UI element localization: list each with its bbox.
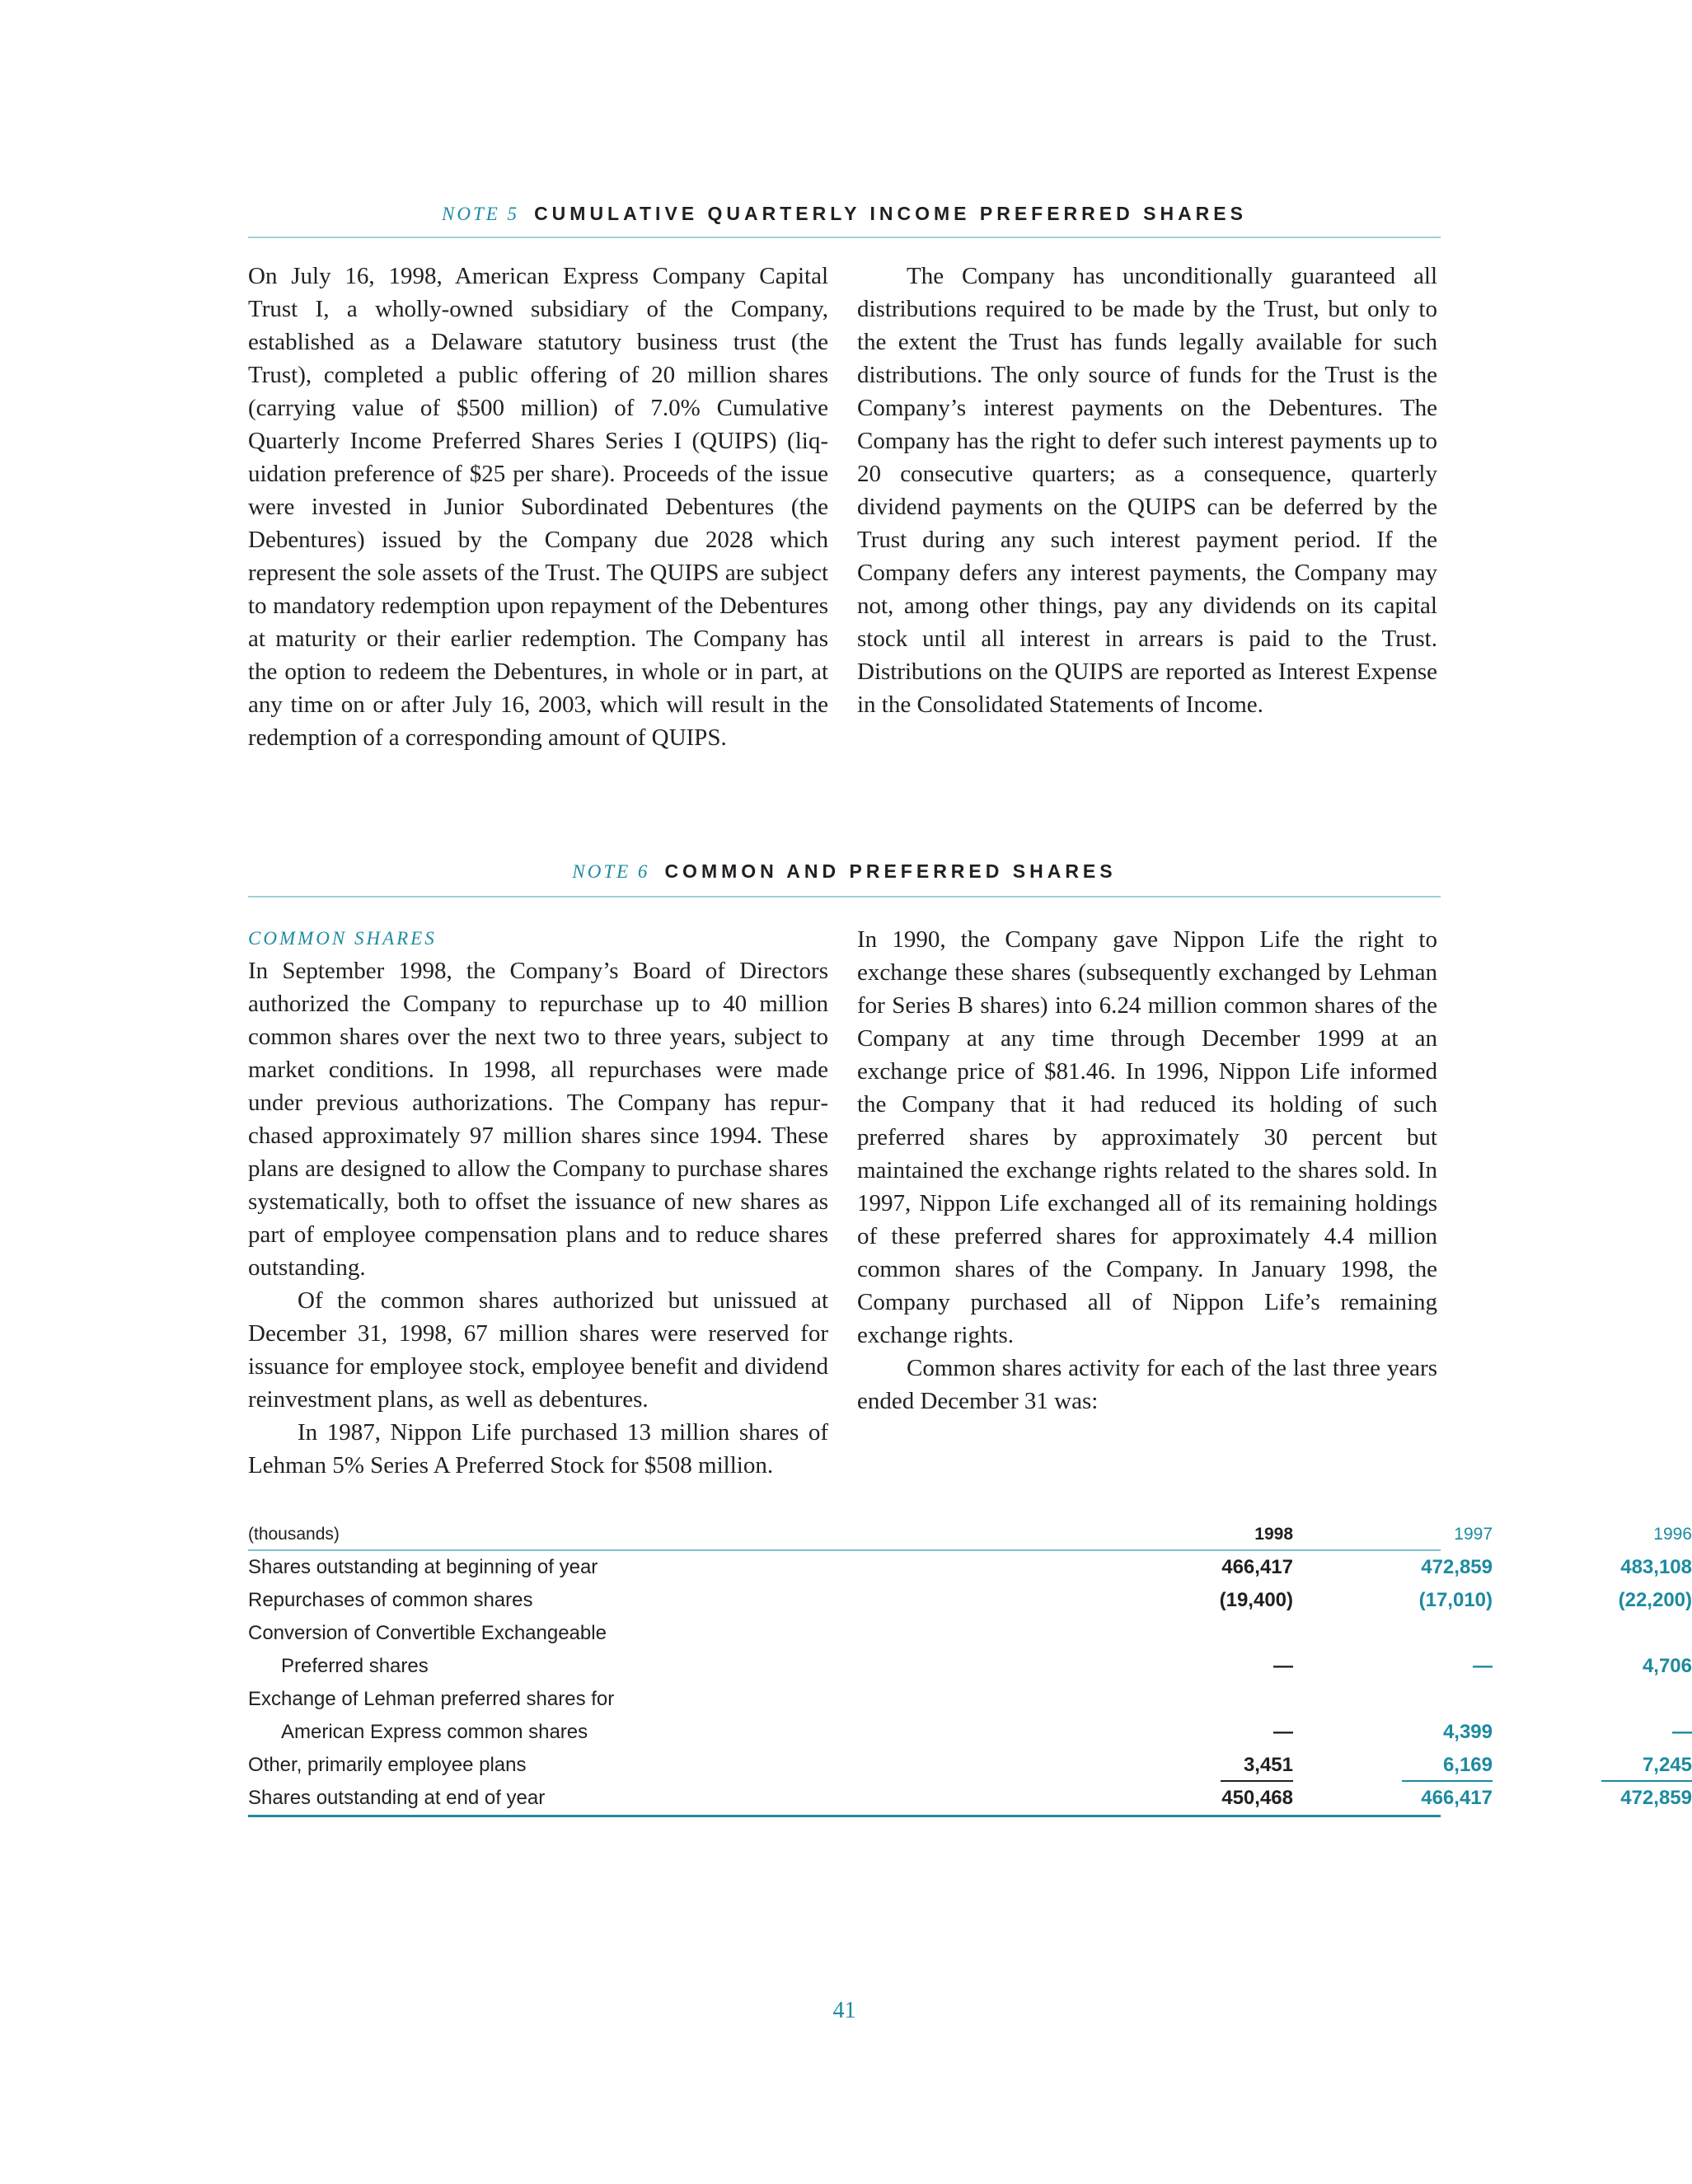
note6-number: NOTE 6 <box>572 861 650 882</box>
total-rule <box>248 1815 1441 1817</box>
cell-1996: — <box>1672 1721 1692 1743</box>
row-label: Repurchases of common shares <box>248 1589 533 1611</box>
note6-paragraph: Common shares activity for each of the last three years ended December 31 was: <box>857 1355 1437 1414</box>
note6-column-right <box>857 923 1437 1418</box>
note5-column-right <box>857 260 1437 721</box>
cell-1996: 4,706 <box>1642 1655 1692 1677</box>
note6-title: COMMON AND PREFERRED SHARES <box>664 860 1117 882</box>
cell-1997: 472,859 <box>1421 1556 1493 1578</box>
table-row <box>248 1716 1692 1749</box>
shares-activity-table <box>248 1518 1692 1815</box>
cell-1996: (22,200) <box>1618 1589 1692 1611</box>
year-header: 1997 <box>1454 1525 1493 1544</box>
note6-header <box>248 860 1441 883</box>
note5-paragraph: The Company has unconditionally guaranteed all distributions required to be made by the Trust, but only to the extent the Trust has funds legally available for such distributions. The only source of funds for the Trust is the Company’s interest payments on the Debentures. The Company has the right to defer such interest payments up to 20 consecutive quarters; as a consequence, quarterly dividend payments on the QUIPS can be deferred by the Trust during any such interest payment period. If the Company defers any interest payments, the Company may not, among other things, pay any dividends on its capital stock until all interest in arrears is paid to the Trust. Distributions on the QUIPS are reported as Interest Expense in the Consolidated Statements of Income. <box>857 263 1437 718</box>
cell-1997: 6,169 <box>1442 1754 1493 1776</box>
cell-1998: 466,417 <box>1221 1556 1293 1578</box>
cell-1997: 4,399 <box>1442 1721 1493 1743</box>
note6-paragraph: In 1987, Nippon Life purchased 13 million shares of Lehman 5% Series A Preferred Stock for $508 million. <box>248 1419 828 1479</box>
table-row <box>248 1749 1692 1782</box>
cell-1998: (19,400) <box>1219 1589 1293 1611</box>
note5-title: CUMULATIVE QUARTERLY INCOME PREFERRED SHARES <box>534 203 1247 224</box>
note5-column-left <box>248 260 828 754</box>
row-label: Exchange of Lehman preferred shares for <box>248 1688 615 1710</box>
common-shares-subhead: COMMON SHARES <box>248 928 437 949</box>
cell-1997: — <box>1473 1655 1493 1677</box>
year-header: 1996 <box>1653 1525 1692 1544</box>
table-row <box>248 1584 1692 1617</box>
cell-1998: — <box>1273 1655 1293 1677</box>
table-row <box>248 1551 1692 1584</box>
cell-1998: 450,468 <box>1221 1787 1293 1809</box>
table-row-total <box>248 1782 1692 1815</box>
row-label: American Express common shares <box>281 1721 588 1743</box>
cell-1997: (17,010) <box>1418 1589 1493 1611</box>
table-row <box>248 1683 1441 1716</box>
note5-number: NOTE 5 <box>442 204 520 224</box>
row-label: Conversion of Convertible Exchangeable <box>248 1622 607 1644</box>
row-label: Other, primarily employee plans <box>248 1754 527 1776</box>
table-unit-label: (thousands) <box>248 1525 340 1544</box>
cell-1996: 7,245 <box>1642 1754 1692 1776</box>
table-row <box>248 1650 1692 1683</box>
cell-1997: 466,417 <box>1421 1787 1493 1809</box>
note5-paragraph: On July 16, 1998, American Express Company Capital Trust I, a wholly-owned subsidiary of the Company, established as a Delaware statutory business trust (the Trust), completed a public offering of 20 million shares (carrying value of $500 million) of 7.0% Cumulative Quarterly Income Preferred Shares Series I (QUIPS) (liquidation preference of $25 per share). Proceeds of the issue were invested in Junior Subordinated Debentures (the Debentures) issued by the Company due 2028 which represent the sole assets of the Trust. The QUIPS are subject to mandatory redemption upon repayment of the Debentures at maturity or their earlier redemption. The Company has the option to redeem the Debentures, in whole or in part, at any time on or after July 16, 2003, which will result in the redemption of a corresponding amount of QUIPS. <box>248 263 828 751</box>
cell-1996: 472,859 <box>1620 1787 1692 1809</box>
note5-rule <box>248 237 1441 238</box>
note6-paragraph: Of the common shares authorized but unissued at December 31, 1998, 67 million shares were reserved for issuance for employee stock, employee benefit and dividend reinvestment plans, as well as debentures. <box>248 1287 828 1413</box>
note6-column-left <box>248 923 828 1482</box>
cell-1998: 3,451 <box>1243 1754 1293 1776</box>
note6-paragraph: In September 1998, the Company’s Board of Directors authorized the Company to repurchase up to 40 million common shares over the next two to three years, subject to market conditions. In 1998, all repurchases were made under previous authorizations. The Company has repurchased approximately 97 million shares since 1994. These plans are designed to allow the Company to purchase shares systematically, both to offset the issuance of new shares as part of employee compensation plans and to reduce shares outstanding. <box>248 958 828 1281</box>
row-label: Preferred shares <box>281 1655 429 1677</box>
note6-paragraph: In 1990, the Company gave Nippon Life the right to exchange these shares (subsequently exchanged by Lehman for Series B shares) into 6.24 million common shares of the Company at any time through December 1999 at an exchange price of $81.46. In 1996, Nippon Life informed the Company that it had reduced its holding of such preferred shares by approximately 30 percent but maintained the exchange rights related to the shares sold. In 1997, Nippon Life exchanged all of its remaining holdings of these preferred shares for approximately 4.4 million common shares of the Company. In January 1998, the Company purchased all of Nippon Life’s remaining exchange rights. <box>857 926 1437 1348</box>
row-label: Shares outstanding at end of year <box>248 1787 546 1809</box>
table-header-row <box>248 1518 1692 1551</box>
cell-1996: 483,108 <box>1620 1556 1692 1578</box>
row-label: Shares outstanding at beginning of year <box>248 1556 598 1578</box>
note5-header <box>248 203 1441 225</box>
page-number: 41 <box>832 1998 856 2023</box>
year-header: 1998 <box>1254 1525 1293 1544</box>
note6-rule <box>248 896 1441 898</box>
cell-1998: — <box>1273 1721 1293 1743</box>
table-row <box>248 1617 1441 1650</box>
